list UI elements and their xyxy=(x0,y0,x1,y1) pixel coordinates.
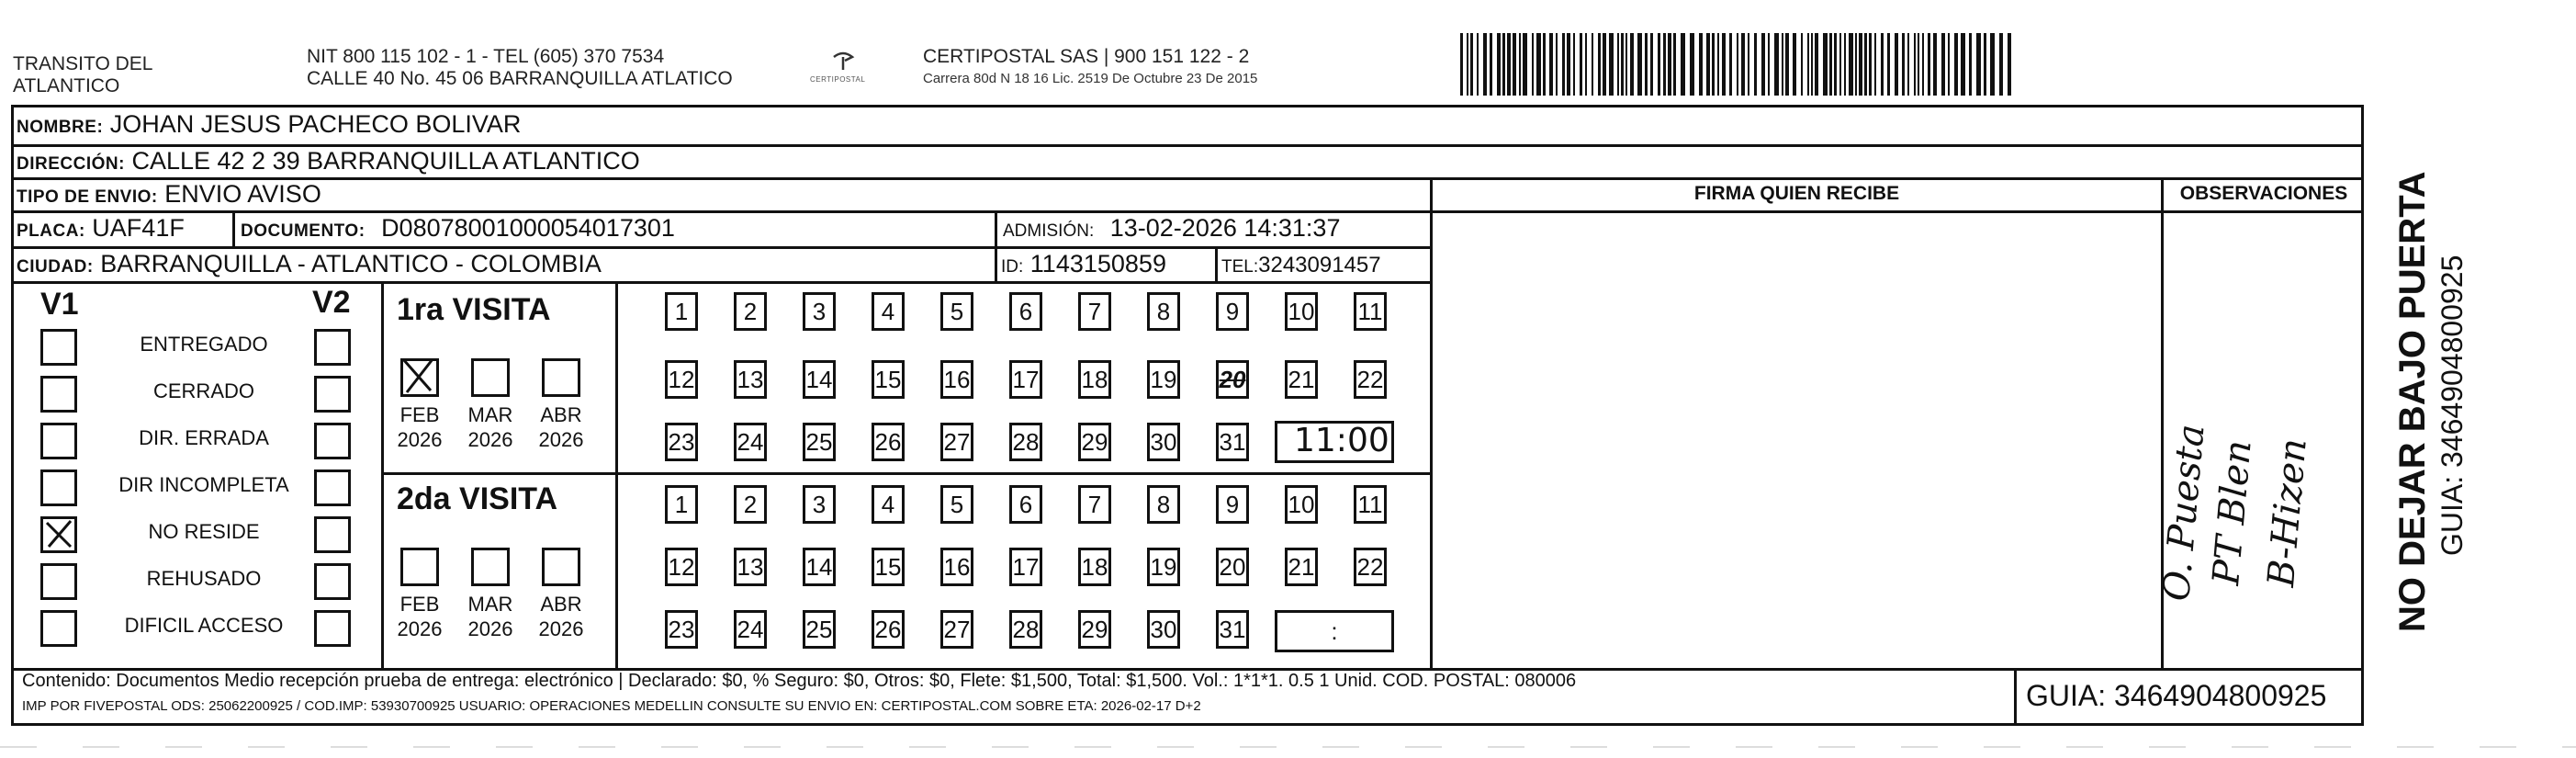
direccion-field xyxy=(17,147,640,178)
status-v1-checkbox[interactable] xyxy=(40,376,77,413)
day-box[interactable]: 27 xyxy=(940,610,973,649)
direccion-label: DIRECCIÓN: xyxy=(17,154,125,174)
day-box[interactable]: 28 xyxy=(1009,423,1042,461)
day-box[interactable]: 7 xyxy=(1078,485,1111,524)
footer-content: Contenido: Documentos Medio recepción prueba de entrega: electrónico | Declarado: $0, % Seguro: $0, Otros: $0, Flete: $1,500, Total: $1,500. Vol.: 1*1*1. 0.5 1 Unid. COD. POSTAL: 080006 xyxy=(22,671,1577,691)
status-label: DIFICIL ACCESO xyxy=(124,614,284,637)
second-visit-time: : xyxy=(1331,617,1338,645)
firma-header: FIRMA QUIEN RECIBE xyxy=(1693,183,1900,204)
side-guia: GUIA: 3464904800925 xyxy=(2435,255,2469,556)
day-box[interactable]: 13 xyxy=(734,548,767,586)
month-year: 2026 xyxy=(397,617,443,640)
month-year: 2026 xyxy=(538,617,584,640)
company-line1: TRANSITO DEL xyxy=(13,53,153,74)
observacion-line-2: PT Blen xyxy=(2205,438,2260,587)
company-address: CALLE 40 No. 45 06 BARRANQUILLA ATLATICO xyxy=(307,68,733,89)
day-box[interactable]: 21 xyxy=(1285,360,1318,399)
company-contact xyxy=(307,46,733,90)
month-year: 2026 xyxy=(397,428,443,451)
month-checkbox[interactable] xyxy=(471,358,510,397)
day-box[interactable]: 13 xyxy=(734,360,767,399)
day-box[interactable]: 30 xyxy=(1147,610,1180,649)
check-mark-icon xyxy=(43,519,74,550)
day-box[interactable]: 4 xyxy=(872,485,905,524)
side-title: NO DEJAR BAJO PUERTA xyxy=(2392,171,2433,632)
status-v1-checkbox[interactable] xyxy=(40,329,77,366)
day-box[interactable]: 18 xyxy=(1078,548,1111,586)
ciudad-label: CIUDAD: xyxy=(17,257,94,277)
day-box[interactable]: 21 xyxy=(1285,548,1318,586)
month-label xyxy=(463,592,518,641)
day-box[interactable]: 23 xyxy=(665,610,698,649)
status-label: DIR INCOMPLETA xyxy=(118,473,289,496)
day-box[interactable]: 15 xyxy=(872,548,905,586)
day-box[interactable]: 14 xyxy=(803,548,836,586)
day-box[interactable]: 7 xyxy=(1078,292,1111,331)
status-v2-checkbox[interactable] xyxy=(314,470,351,506)
admision-value: 13-02-2026 14:31:37 xyxy=(1109,214,1341,242)
day-box[interactable]: 6 xyxy=(1009,292,1042,331)
ciudad-field xyxy=(17,250,602,281)
day-box[interactable]: 26 xyxy=(872,610,905,649)
direccion-value: CALLE 42 2 39 BARRANQUILLA ATLANTICO xyxy=(131,147,640,175)
second-visit-time-box xyxy=(1275,610,1394,652)
day-box[interactable]: 24 xyxy=(734,423,767,461)
v1-header: V1 xyxy=(40,287,79,322)
tipo-envio-value: ENVIO AVISO xyxy=(164,180,321,208)
id-field xyxy=(1001,250,1166,281)
day-box[interactable]: 18 xyxy=(1078,360,1111,399)
admision-field xyxy=(1003,214,1340,245)
day-box[interactable]: 22 xyxy=(1354,548,1387,586)
documento-label: DOCUMENTO: xyxy=(241,221,366,241)
tipo-envio-field xyxy=(17,180,321,211)
day-box[interactable]: 10 xyxy=(1285,292,1318,331)
day-box[interactable]: 23 xyxy=(665,423,698,461)
month-year: 2026 xyxy=(538,428,584,451)
id-label: ID: xyxy=(1001,257,1024,277)
month-checkbox[interactable] xyxy=(542,358,580,397)
documento-value: D08078001000054017301 xyxy=(381,214,675,242)
day-box[interactable]: 9 xyxy=(1216,292,1249,331)
courier-license: Carrera 80d N 18 16 Lic. 2519 De Octubre 23 De 2015 xyxy=(923,71,1258,86)
v2-header: V2 xyxy=(312,285,351,320)
status-v1-checkbox[interactable] xyxy=(40,423,77,459)
month-name: ABR xyxy=(540,403,582,426)
day-box[interactable]: 11 xyxy=(1354,485,1387,524)
day-box[interactable]: 31 xyxy=(1216,610,1249,649)
day-box[interactable]: 3 xyxy=(803,485,836,524)
month-label xyxy=(392,402,447,452)
day-box[interactable]: 29 xyxy=(1078,423,1111,461)
day-box[interactable]: 11 xyxy=(1354,292,1387,331)
status-v1-checkbox[interactable] xyxy=(40,610,77,647)
day-box[interactable]: 28 xyxy=(1009,610,1042,649)
status-v1-checkbox[interactable] xyxy=(40,563,77,600)
footer-guia: GUIA: 3464904800925 xyxy=(2026,679,2327,712)
day-box[interactable]: 1 xyxy=(665,292,698,331)
first-visit-time-box xyxy=(1275,421,1394,463)
courier-info xyxy=(923,46,1257,88)
month-checkbox[interactable] xyxy=(400,358,439,397)
day-box[interactable]: 25 xyxy=(803,423,836,461)
day-box[interactable]: 4 xyxy=(872,292,905,331)
day-box[interactable]: 31 xyxy=(1216,423,1249,461)
day-box[interactable]: 10 xyxy=(1285,485,1318,524)
status-label: DIR. ERRADA xyxy=(139,426,269,449)
day-box[interactable]: 16 xyxy=(940,548,973,586)
day-box[interactable]: 12 xyxy=(665,548,698,586)
status-v2-checkbox[interactable] xyxy=(314,376,351,413)
month-name: FEB xyxy=(399,593,440,616)
tipo-envio-label: TIPO DE ENVIO: xyxy=(17,187,158,207)
month-label xyxy=(463,402,518,452)
month-year: 2026 xyxy=(467,428,513,451)
status-v2-checkbox[interactable] xyxy=(314,610,351,647)
scan-edge xyxy=(0,746,2576,748)
nombre-value: JOHAN JESUS PACHECO BOLIVAR xyxy=(109,110,522,138)
status-v2-checkbox[interactable] xyxy=(314,423,351,459)
placa-label: PLACA: xyxy=(17,221,85,241)
footer-imp: IMP POR FIVEPOSTAL ODS: 25062200925 / COD.IMP: 53930700925 USUARIO: OPERACIONES MEDELLIN CONSULTE SU ENVIO EN: CERTIPOSTAL.COM SOBRE ETA: 2026-02-17 D+2 xyxy=(22,698,1201,714)
day-box[interactable]: 16 xyxy=(940,360,973,399)
logo-text: CERTIPOSTAL xyxy=(810,75,866,84)
day-box[interactable]: 1 xyxy=(665,485,698,524)
day-box[interactable]: 20 xyxy=(1216,360,1249,399)
second-visit-title: 2da VISITA xyxy=(397,481,558,516)
day-box[interactable]: 19 xyxy=(1147,548,1180,586)
day-box[interactable]: 19 xyxy=(1147,360,1180,399)
month-checkbox[interactable] xyxy=(471,548,510,586)
day-box[interactable]: 8 xyxy=(1147,292,1180,331)
day-box[interactable]: 25 xyxy=(803,610,836,649)
day-box[interactable]: 27 xyxy=(940,423,973,461)
status-v1-checkbox[interactable] xyxy=(40,470,77,506)
placa-field xyxy=(17,214,185,245)
day-box[interactable]: 2 xyxy=(734,292,767,331)
status-v2-checkbox[interactable] xyxy=(314,516,351,553)
month-checkbox[interactable] xyxy=(400,548,439,586)
day-box[interactable]: 3 xyxy=(803,292,836,331)
company-line2: ATLANTICO xyxy=(13,75,120,96)
company-name xyxy=(13,53,152,97)
company-nit: NIT 800 115 102 - 1 - TEL (605) 370 7534 xyxy=(307,46,665,67)
nombre-label: NOMBRE: xyxy=(17,118,104,137)
day-box[interactable]: 24 xyxy=(734,610,767,649)
month-name: FEB xyxy=(399,403,440,426)
month-year: 2026 xyxy=(467,617,513,640)
month-label xyxy=(392,592,447,641)
placa-value: UAF41F xyxy=(92,214,185,242)
month-name: MAR xyxy=(467,593,513,616)
barcode xyxy=(1460,33,2011,96)
status-label: NO RESIDE xyxy=(148,520,260,543)
day-box[interactable]: 17 xyxy=(1009,548,1042,586)
id-value: 1143150859 xyxy=(1029,250,1166,277)
day-box[interactable]: 20 xyxy=(1216,548,1249,586)
month-name: ABR xyxy=(540,593,582,616)
status-label: ENTREGADO xyxy=(140,333,268,356)
day-box[interactable]: 5 xyxy=(940,485,973,524)
status-label: CERRADO xyxy=(152,379,254,402)
tel-value: 3243091457 xyxy=(1258,253,1381,277)
status-v2-checkbox[interactable] xyxy=(314,329,351,366)
day-box[interactable]: 12 xyxy=(665,360,698,399)
day-box[interactable]: 14 xyxy=(803,360,836,399)
tel-field xyxy=(1221,252,1381,281)
first-visit-title: 1ra VISITA xyxy=(397,292,551,327)
status-label: REHUSADO xyxy=(146,567,262,590)
month-label xyxy=(534,402,589,452)
ciudad-value: BARRANQUILLA - ATLANTICO - COLOMBIA xyxy=(100,250,602,277)
status-v2-checkbox[interactable] xyxy=(314,563,351,600)
first-visit-time: 11:00 xyxy=(1294,422,1389,459)
tel-label: TEL: xyxy=(1221,257,1259,277)
day-box[interactable]: 8 xyxy=(1147,485,1180,524)
day-box[interactable]: 5 xyxy=(940,292,973,331)
day-box[interactable]: 29 xyxy=(1078,610,1111,649)
observacion-line-1: O. Puesta xyxy=(2155,423,2213,603)
day-box[interactable]: 6 xyxy=(1009,485,1042,524)
certipostal-logo xyxy=(806,48,880,88)
observacion-line-3: B-Hizen xyxy=(2259,436,2315,589)
day-box[interactable]: 17 xyxy=(1009,360,1042,399)
month-checkbox[interactable] xyxy=(542,548,580,586)
observaciones-header: OBSERVACIONES xyxy=(2179,183,2348,204)
check-mark-icon xyxy=(399,356,440,396)
courier-name: CERTIPOSTAL SAS | 900 151 122 - 2 xyxy=(923,46,1250,67)
day-box[interactable]: 9 xyxy=(1216,485,1249,524)
nombre-field xyxy=(17,110,521,141)
day-box[interactable]: 22 xyxy=(1354,360,1387,399)
admision-label: ADMISIÓN: xyxy=(1003,221,1095,241)
month-name: MAR xyxy=(467,403,513,426)
month-label xyxy=(534,592,589,641)
day-box[interactable]: 2 xyxy=(734,485,767,524)
day-box[interactable]: 26 xyxy=(872,423,905,461)
status-v1-checkbox[interactable] xyxy=(40,516,77,553)
day-box[interactable]: 15 xyxy=(872,360,905,399)
documento-field xyxy=(241,214,675,245)
day-box[interactable]: 30 xyxy=(1147,423,1180,461)
